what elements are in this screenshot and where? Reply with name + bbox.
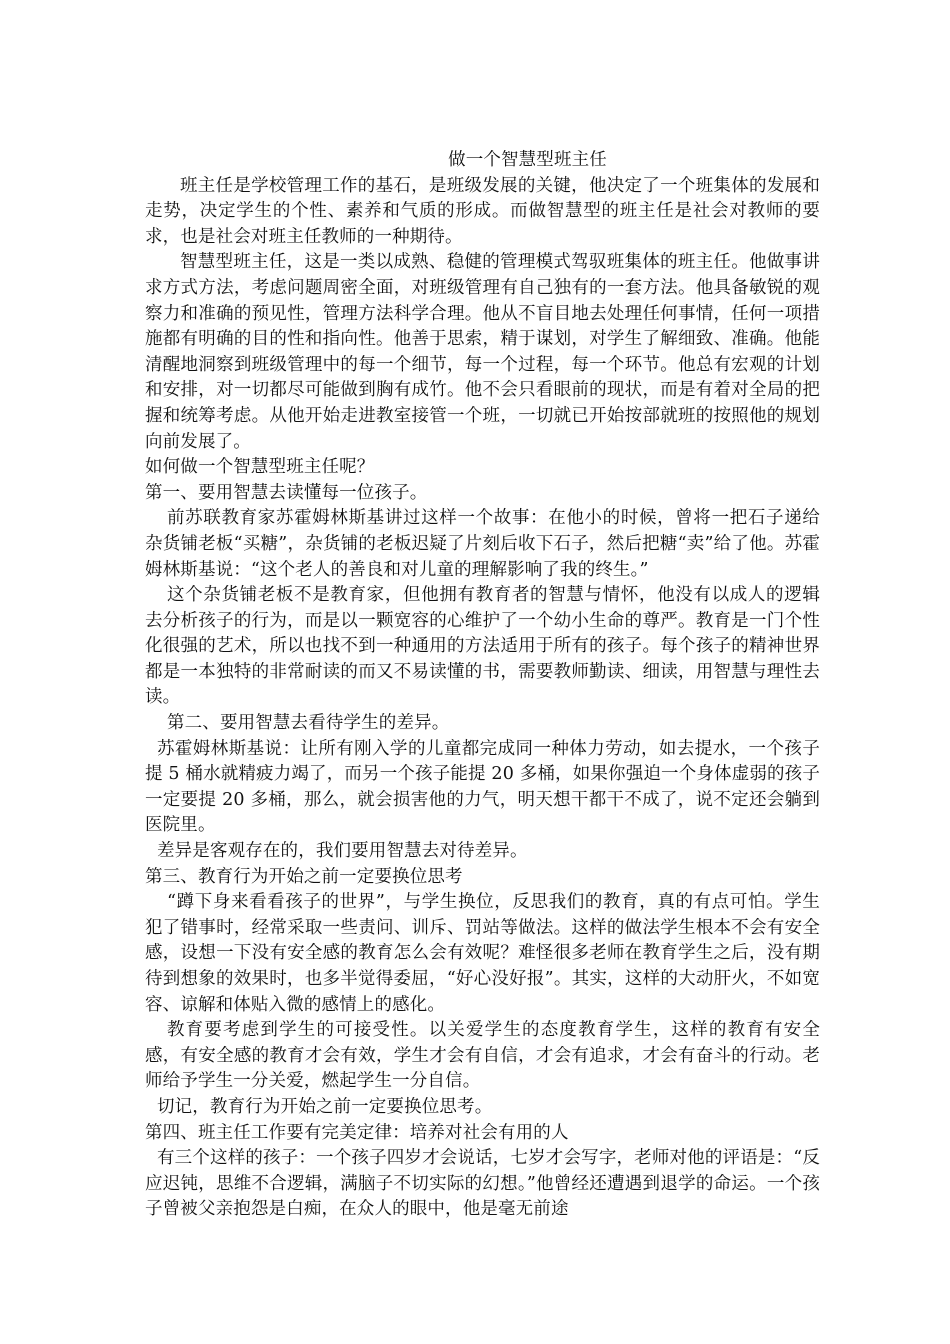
section-heading: 第一、要用智慧去读懂每一位孩子。 [145,482,428,503]
paragraph: 智慧型班主任，这是一类以成熟、稳健的管理模式驾驭班集体的班主任。他做事讲求方式方法，考虑问题周密全面，对班级管理有自己独有的一套方法。他具备敏锐的观察力和准确的预见性，管理方法科学合理。他从不盲目地去处理任何事情，任何一项措施都有明确的目的性和指向性。他善于思索，精于谋划，对学生了解细致、准确。他能清醒地洞察到班级管理中的每一个细节，每一个过程，每一个环节。他总有宏观的计划和安排，对一切都尽可能做到胸有成竹。他不会只看眼前的现状，而是有着对全局的把握和统筹考虑。从他开始走进教室接管一个班，一切就已开始按部就班的按照他的规划向前发展了。 [145,252,820,452]
document-page [145,148,820,1223]
document-title: 做一个智慧型班主任 [448,150,607,170]
paragraph: 教育要考虑到学生的可接受性。以关爱学生的态度教育学生，这样的教育有安全感，有安全感的教育才会有效，学生才会有自信，才会有追求，才会有奋斗的行动。老师给予学生一分关爱，燃起学生一分自信。 [145,1020,820,1092]
paragraph: 切记，教育行为开始之前一定要换位思考。 [157,1096,493,1117]
paragraph: “蹲下身来看看孩子的世界”，与学生换位，反思我们的教育，真的有点可怕。学生犯了错事时，经常采取一些责问、训斥、罚站等做法。这样的做法学生根本不会有安全感，设想一下没有安全感的教育怎么会有效呢？难怪很多老师在教育学生之后，没有期待到想象的效果时，也多半觉得委屈，“好心没好报”。其实，这样的大动肝火，不如宽容、谅解和体贴入微的感情上的感化。 [145,892,820,1015]
paragraph: 前苏联教育家苏霍姆林斯基讲过这样一个故事：在他小的时候，曾将一把石子递给杂货铺老板“买糖”，杂货铺的老板迟疑了片刻后收下石子，然后把糖“卖”给了他。苏霍姆林斯基说：“这个老人的善良和对儿童的理解影响了我的终生。” [145,508,820,580]
paragraph: 有三个这样的孩子：一个孩子四岁才会说话，七岁才会写字，老师对他的评语是：“反应迟钝，思维不合逻辑，满脑子不切实际的幻想。”他曾经还遭遇到退学的命运。一个孩子曾被父亲抱怨是白痴，在众人的眼中，他是毫无前途 [145,1148,820,1220]
paragraph: 差异是客观存在的，我们要用智慧去对待差异。 [157,841,528,862]
paragraph: 班主任是学校管理工作的基石，是班级发展的关键，他决定了一个班集体的发展和走势，决定学生的个性、素养和气质的形成。而做智慧型的班主任是社会对教师的要求，也是社会对班主任教师的一种期待。 [145,175,820,247]
section-heading: 第二、要用智慧去看待学生的差异。 [167,713,450,734]
section-question: 如何做一个智慧型班主任呢？ [145,457,375,478]
section-heading: 第四、班主任工作要有完美定律：培养对社会有用的人 [145,1122,569,1143]
paragraph: 苏霍姆林斯基说：让所有刚入学的儿童都完成同一种体力劳动，如去提水，一个孩子提 5 桶水就精疲力竭了，而另一个孩子能提 20 多桶，如果你强迫一个身体虚弱的孩子一定要提 20 多桶，那么，就会损害他的力气，明天想干都干不成了，说不定还会躺到医院里。 [145,738,820,836]
paragraph: 这个杂货铺老板不是教育家，但他拥有教育者的智慧与情怀，他没有以成人的逻辑去分析孩子的行为，而是以一颗宽容的心维护了一个幼小生命的尊严。教育是一门个性化很强的艺术，所以也找不到一种通用的方法适用于所有的孩子。每个孩子的精神世界都是一本独特的非常耐读的而又不易读懂的书，需要教师勤读、细读，用智慧与理性去读。 [145,585,820,708]
section-heading: 第三、教育行为开始之前一定要换位思考 [145,866,463,887]
